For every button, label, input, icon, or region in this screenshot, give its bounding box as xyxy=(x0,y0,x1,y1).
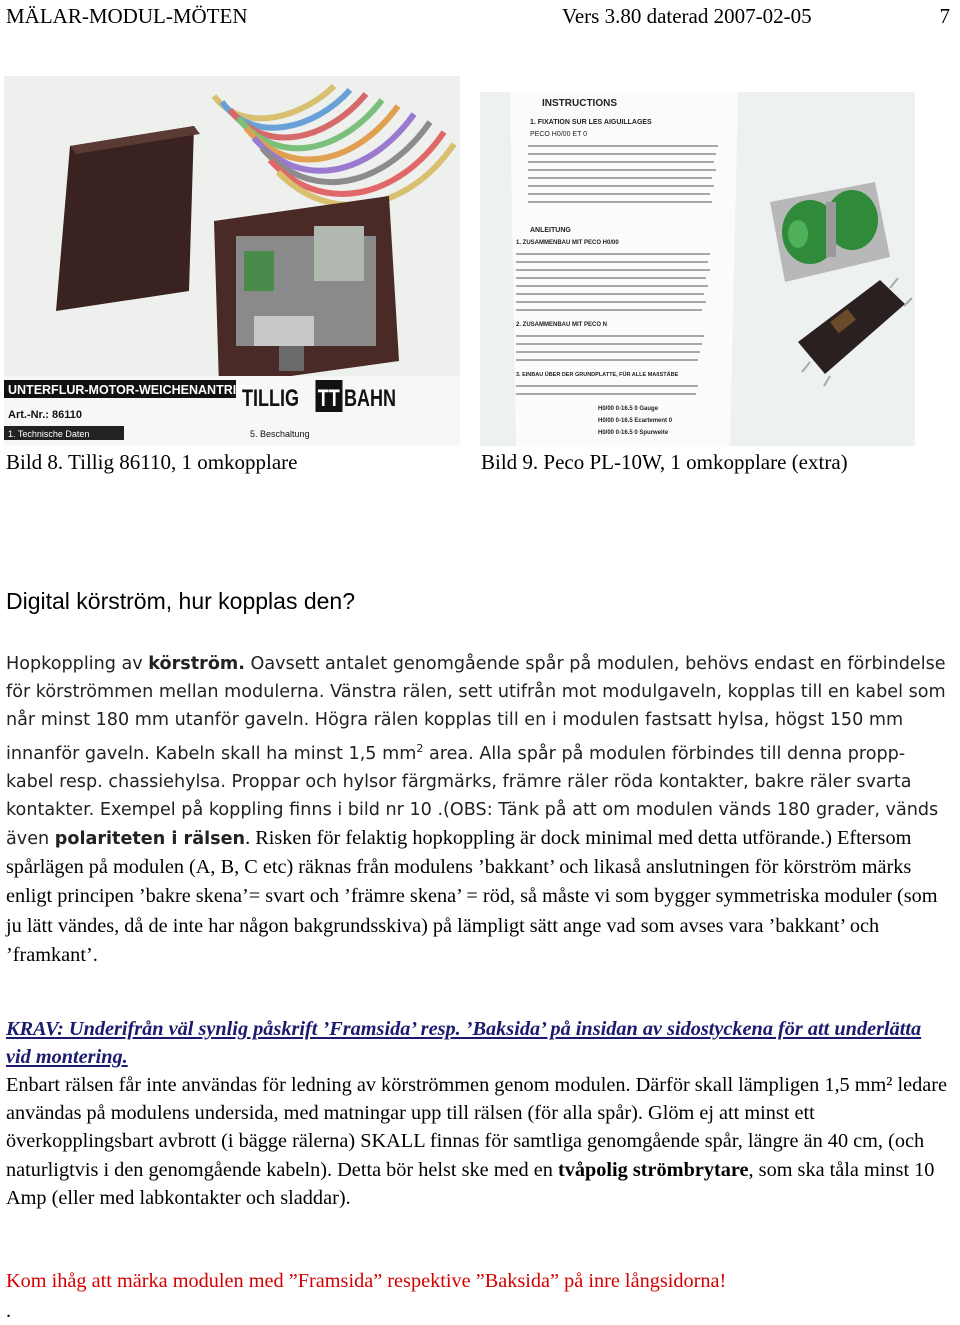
photo-tillig-86110 xyxy=(4,76,460,446)
paragraph-korstrom xyxy=(6,650,950,970)
peco-item-3: 3. EINBAU ÜBER DER GRUNDPLATTE, FÜR ALLE MAßSTÄBE xyxy=(516,372,679,378)
paragraph-reminder: Kom ihåg att märka modulen med ”Framsida” respektive ”Baksida” på inre långsidorna! xyxy=(6,1270,727,1292)
section-heading: Digital körström, hur kopplas den? xyxy=(6,588,355,614)
p1-intro: Hopkoppling av xyxy=(6,654,149,674)
tillig-brand-a: TILLIG xyxy=(242,385,299,412)
page-number: 7 xyxy=(939,4,950,28)
page-header xyxy=(6,4,950,30)
caption-bild-9: Bild 9. Peco PL-10W, 1 omkopplare (extra) xyxy=(481,450,848,474)
peco-instructions: INSTRUCTIONS xyxy=(542,98,617,109)
peco-gauge-3: H0/00 0-16.5 0 Spurweite xyxy=(598,430,669,436)
photo-peco-pl10w xyxy=(480,92,915,446)
peco-item-1: 1. ZUSAMMENBAU MIT PECO H0/00 xyxy=(516,240,619,246)
header-title: MÄLAR-MODUL-MÖTEN xyxy=(6,4,248,28)
tillig-section-5: 5. Beschaltung xyxy=(250,429,310,439)
svg-text:PECO H0/00 ET 0: PECO H0/00 ET 0 xyxy=(530,131,588,138)
peco-anleitung: ANLEITUNG xyxy=(530,227,571,234)
p1-korstrom: körström. xyxy=(148,654,245,674)
p1-superscript: 2 xyxy=(416,741,424,755)
p2-text-1: Enbart rälsen får inte användas för ledning av körströmmen genom modulen. Därför skall lämpligen 1,5 mm² ledare användas på modulens undersida, med matningar upp till rälsen (för alla spår). Glöm ej att minst ett överkopplingsbart avbrott (i bägge rälerna) SKALL finnas för samtliga genomgående spår, längre än 40 cm, (och naturligtvis i den genomgående kabeln). Detta bör helst ske med en xyxy=(6,1074,947,1181)
tillig-photo-illustration xyxy=(4,76,460,446)
p1-text-2: area. Alla spår på modulen förbindes till denna propp-kabel resp. chassiehylsa. Proppar och hylsor färgmärks, främre räler röda kontakter, bakre räler svarta kontakter. Exempel på koppling finns i bild nr 10 .(OBS: Tänk på att om modulen vänds 180 grader, vänds även xyxy=(6,743,939,850)
tillig-art-nr: Art.-Nr.: 86110 xyxy=(8,409,82,421)
krav-requirement: KRAV: Underifrån väl synlig påskrift ’Framsida’ resp. ’Baksida’ på insidan av sidostyckena för att underlätta vid montering. xyxy=(6,1018,922,1069)
tillig-logo xyxy=(242,380,396,412)
tillig-brand-b: BAHN xyxy=(344,385,396,412)
paragraph-ledare xyxy=(6,1071,950,1212)
peco-gauge-1: H0/00 0-16.5 0 Gauge xyxy=(598,406,659,412)
svg-text:TT: TT xyxy=(317,385,340,412)
p1-polariteten: polariteten i rälsen xyxy=(54,829,246,850)
header-version: Vers 3.80 daterad 2007-02-05 xyxy=(562,4,812,28)
peco-photo-illustration xyxy=(480,92,915,446)
p1-text-3: . Risken för felaktig hopkoppling är dock minimal med detta utförande xyxy=(245,827,821,850)
peco-item-2: 2. ZUSAMMENBAU MIT PECO N xyxy=(516,322,608,328)
paragraph-krav xyxy=(6,1015,950,1071)
instruction-sheet xyxy=(510,92,738,446)
p2-text-2: , som ska tåla minst 10 Amp (eller med labkontakter och sladdar). xyxy=(6,1158,935,1209)
p1-text-1: Oavsett antalet genomgående spår på modulen, behövs endast en förbindelse för körströmmen mellan modulerna. Vänstra rälen, sett utifrån mot modulgaveln, kopplas till en kabel som når minst 180 mm utanför gaveln. Högra rälen kopplas till en i modulen fastsatt hylsa, högst 150 mm innanför gaveln. Kabeln skall ha minst 1,5 mm xyxy=(6,654,946,764)
tillig-section-1: 1. Technische Daten xyxy=(8,429,90,439)
p2-tvapolig: tvåpolig strömbrytare xyxy=(557,1158,749,1181)
p1-text-4: .) Eftersom spårlägen på modulen (A, B, C etc) räknas från modulens ’bakkant’ och likaså anslutningen för körström märks enligt principen ’bakre skena’= svart och ’främre skena’ = röd, så måste vi som bygger symmetriska moduler (som ju lätt vändes, då de inte har någon bakgrundsskiva) på lämpligt sätt ange vad som avses vara ’bakkant’ och ’framkant’. xyxy=(6,827,938,966)
tillig-doc-title: UNTERFLUR-MOTOR-WEICHENANTRIEB xyxy=(8,383,254,397)
caption-bild-8: Bild 8. Tillig 86110, 1 omkopplare xyxy=(6,450,298,474)
svg-text:1. FIXATION SUR LES AIGUILLAGE: 1. FIXATION SUR LES AIGUILLAGES xyxy=(530,119,652,126)
peco-gauge-2: H0/00 0-16.5 Ecartement 0 xyxy=(598,418,673,424)
final-dot: . xyxy=(6,1300,12,1322)
